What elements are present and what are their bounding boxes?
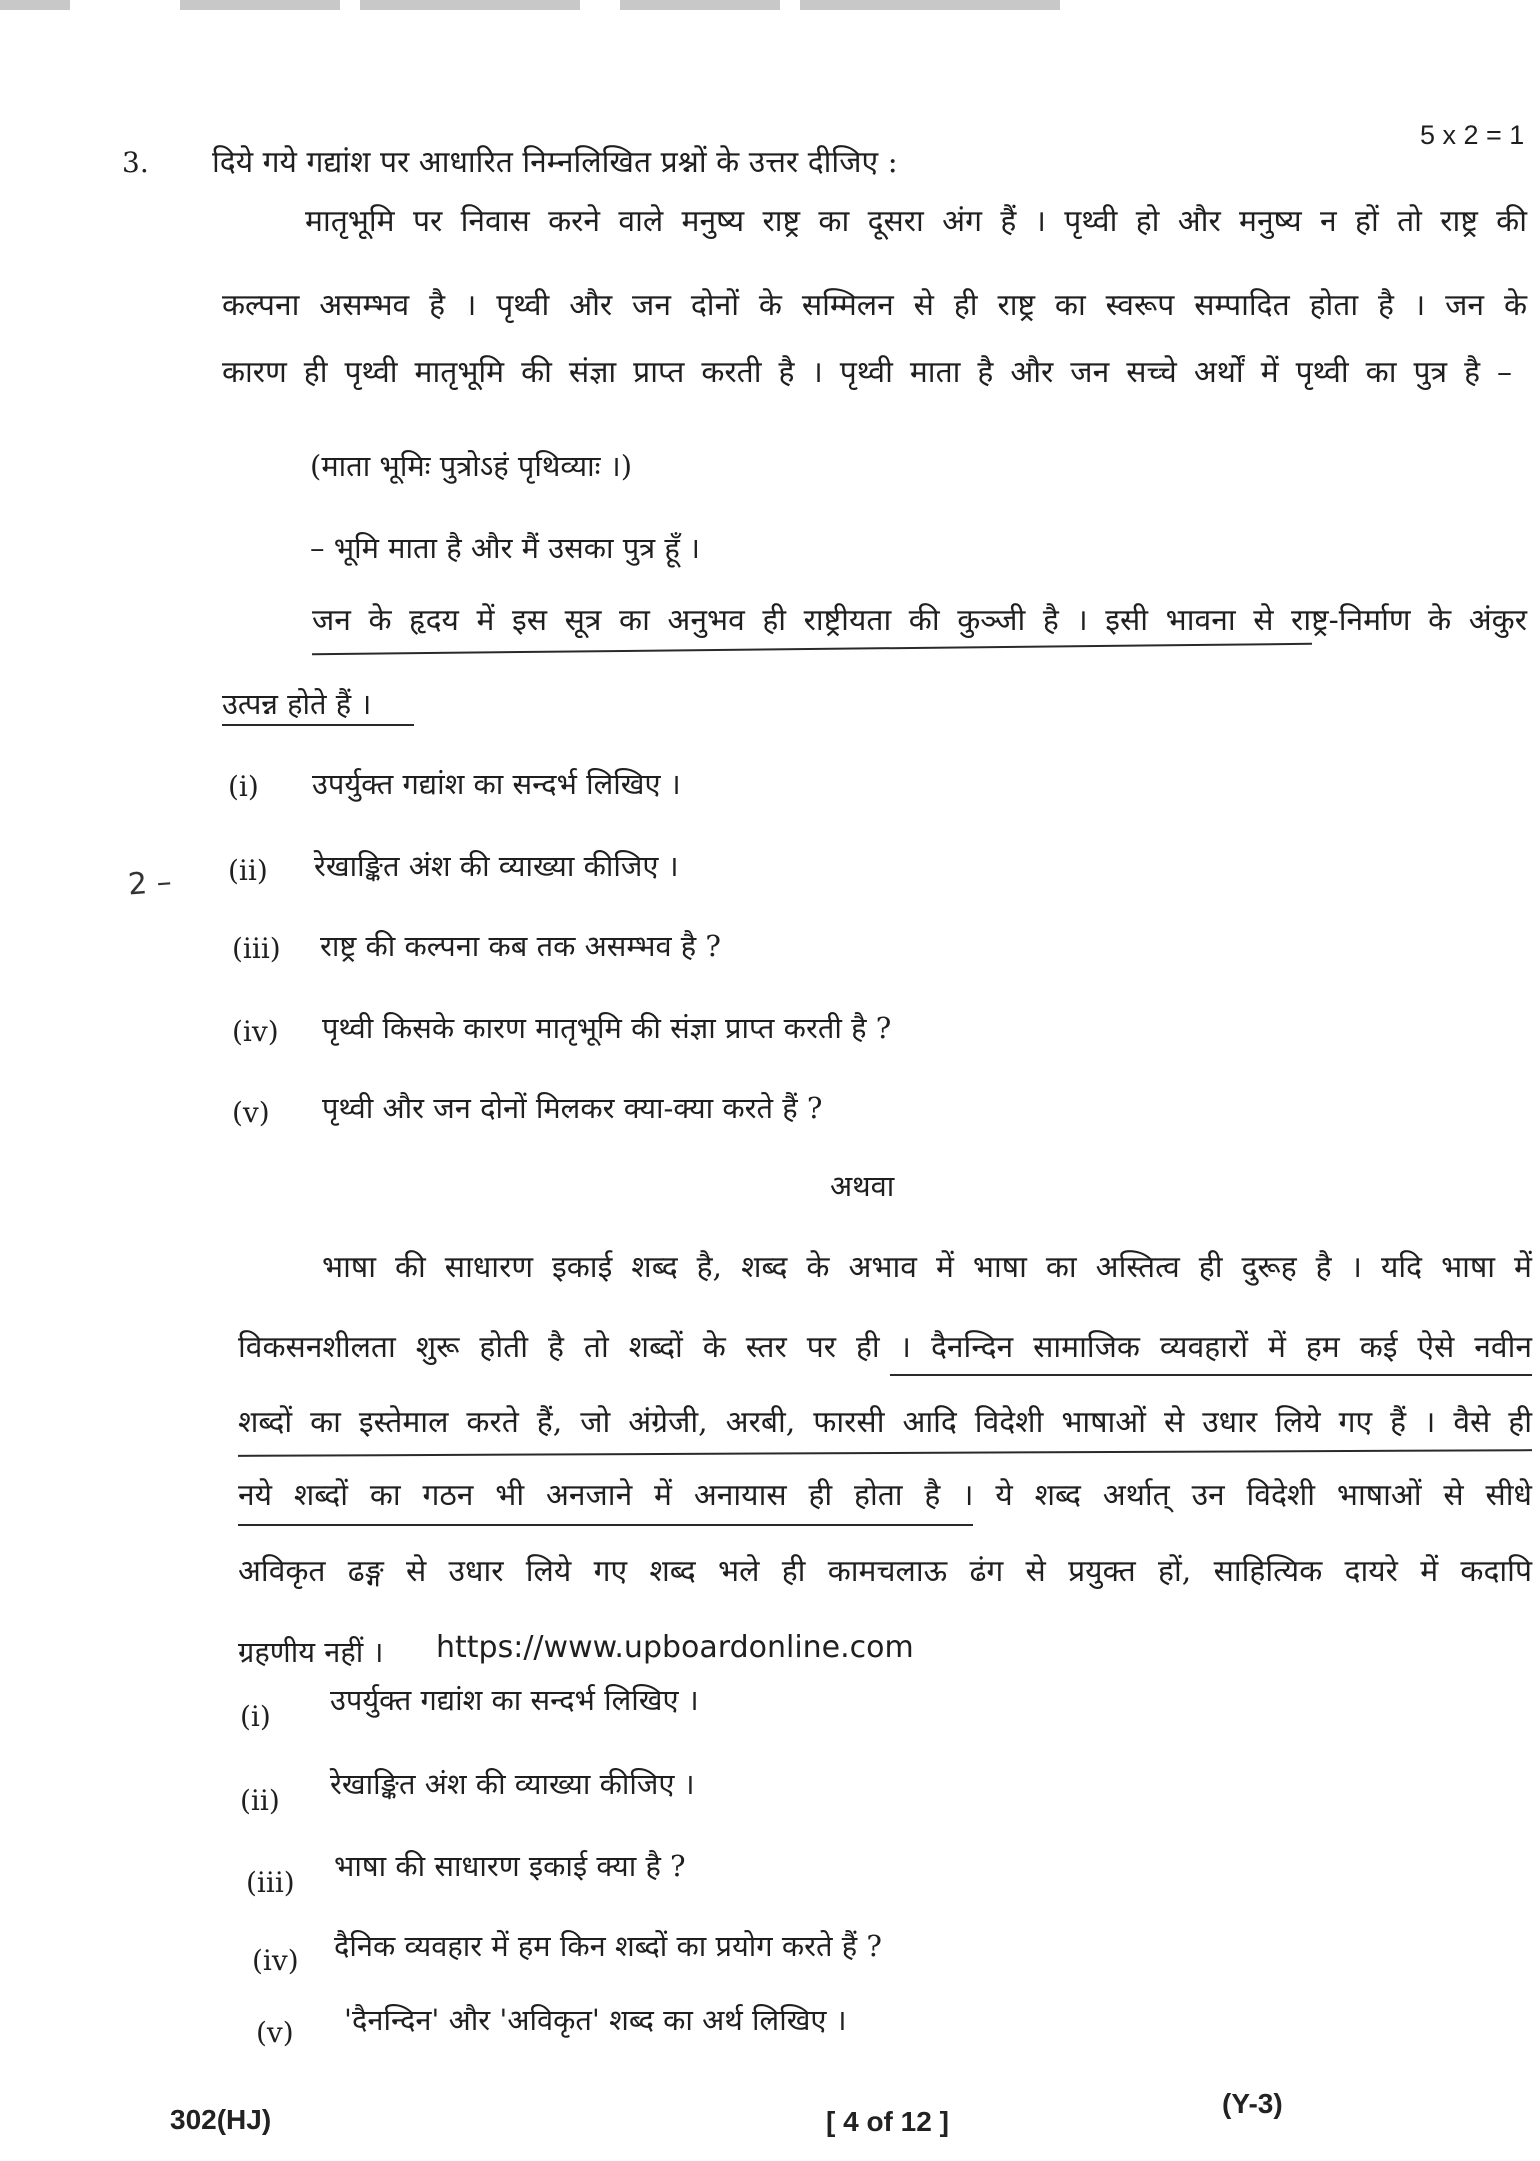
question-text: रेखाङ्कित अंश की व्याख्या कीजिए । (314, 849, 679, 883)
scan-top-edge (0, 0, 1540, 14)
question-number: (v) (232, 1096, 270, 1129)
passage1-underlined-line: जन के हृदय में इस सूत्र का अनुभव ही राष्ट्रीयता की कुञ्जी है । इसी भावना से राष्ट्र-निर्माण के अंकुर (312, 603, 1527, 638)
passage1-underlined-line-end: उत्पन्न होते हैं । (222, 687, 372, 721)
question-number: (i) (228, 770, 259, 803)
paper-set: (Y-3) (1222, 2088, 1283, 2119)
passage2-line: अविकृत ढङ्ग से उधार लिये गए शब्द भले ही कामचलाऊ ढंग से प्रयुक्त हों, साहित्यिक दायरे में कदापि (238, 1554, 1532, 1589)
passage1-line: कल्पना असम्भव है । पृथ्वी और जन दोनों के सम्मिलन से ही राष्ट्र का स्वरूप सम्पादित होता है । जन के (222, 288, 1527, 323)
question-number: (v) (256, 2016, 294, 2049)
question-number: (iv) (252, 1944, 299, 1977)
question-number: (iii) (232, 932, 281, 965)
underline (890, 1374, 1532, 1376)
question-instruction: दिये गये गद्यांश पर आधारित निम्नलिखित प्रश्नों के उत्तर दीजिए : (212, 145, 898, 180)
question-text: पृथ्वी और जन दोनों मिलकर क्या-क्या करते हैं ? (322, 1091, 823, 1125)
quote-meaning: – भूमि माता है और मैं उसका पुत्र हूँ । (310, 531, 701, 565)
passage1-line: मातृभूमि पर निवास करने वाले मनुष्य राष्ट्र का दूसरा अंग हैं । पृथ्वी हो और मनुष्य न हों तो राष्ट्र की (305, 204, 1527, 239)
underline (238, 1449, 1532, 1457)
question-text: उपर्युक्त गद्यांश का सन्दर्भ लिखिए । (312, 767, 681, 801)
question-number: (ii) (228, 854, 268, 887)
underline (312, 643, 1312, 655)
question-text: रेखाङ्कित अंश की व्याख्या कीजिए । (330, 1767, 695, 1801)
marks-label: 5 x 2 = 1 (1420, 120, 1525, 150)
paper-code: 302(HJ) (170, 2104, 272, 2135)
question-text: उपर्युक्त गद्यांश का सन्दर्भ लिखिए । (330, 1683, 699, 1717)
question-number: (iii) (246, 1866, 295, 1899)
passage2-line: विकसनशीलता शुरू होती है तो शब्दों के स्तर पर ही । दैनन्दिन सामाजिक व्यवहारों में हम कई ऐसे नवीन (238, 1330, 1532, 1365)
question-text: पृथ्वी किसके कारण मातृभूमि की संज्ञा प्राप्त करती है ? (322, 1011, 892, 1045)
source-url: https://www.upboardonline.com (436, 1630, 914, 1665)
question-text: राष्ट्र की कल्पना कब तक असम्भव है ? (320, 929, 721, 963)
question-text: दैनिक व्यवहार में हम किन शब्दों का प्रयोग करते हैं ? (334, 1929, 882, 1963)
passage2-line: नये शब्दों का गठन भी अनजाने में अनायास ही होता है । ये शब्द अर्थात् उन विदेशी भाषाओं से सीधे (238, 1478, 1532, 1513)
passage2-last-line: ग्रहणीय नहीं । (238, 1635, 384, 1669)
underline (222, 724, 414, 726)
passage1-line: कारण ही पृथ्वी मातृभूमि की संज्ञा प्राप्त करती है । पृथ्वी माता है और जन सच्चे अर्थों में पृथ्वी का पुत्र है – (222, 355, 1512, 390)
question-text: भाषा की साधारण इकाई क्या है ? (334, 1849, 686, 1883)
handwritten-mark: 2 – (126, 864, 173, 903)
passage2-line: भाषा की साधारण इकाई शब्द है, शब्द के अभाव में भाषा का अस्तित्व ही दुरूह है । यदि भाषा में (322, 1250, 1532, 1285)
question-number: 3. (122, 146, 149, 179)
question-number: (ii) (240, 1784, 280, 1817)
underline (238, 1524, 973, 1526)
question-number: (i) (240, 1700, 271, 1733)
page-number: [ 4 of 12 ] (826, 2106, 949, 2137)
question-text: 'दैनन्दिन' और 'अविकृत' शब्द का अर्थ लिखिए । (344, 2003, 847, 2037)
question-number: (iv) (232, 1015, 279, 1048)
sanskrit-quote: (माता भूमिः पुत्रोऽहं पृथिव्याः ।) (310, 449, 633, 483)
passage2-line: शब्दों का इस्तेमाल करते हैं, जो अंग्रेजी, अरबी, फारसी आदि विदेशी भाषाओं से उधार लिये गए हैं । वैसे ही (238, 1405, 1532, 1440)
or-label: अथवा (830, 1169, 895, 1203)
